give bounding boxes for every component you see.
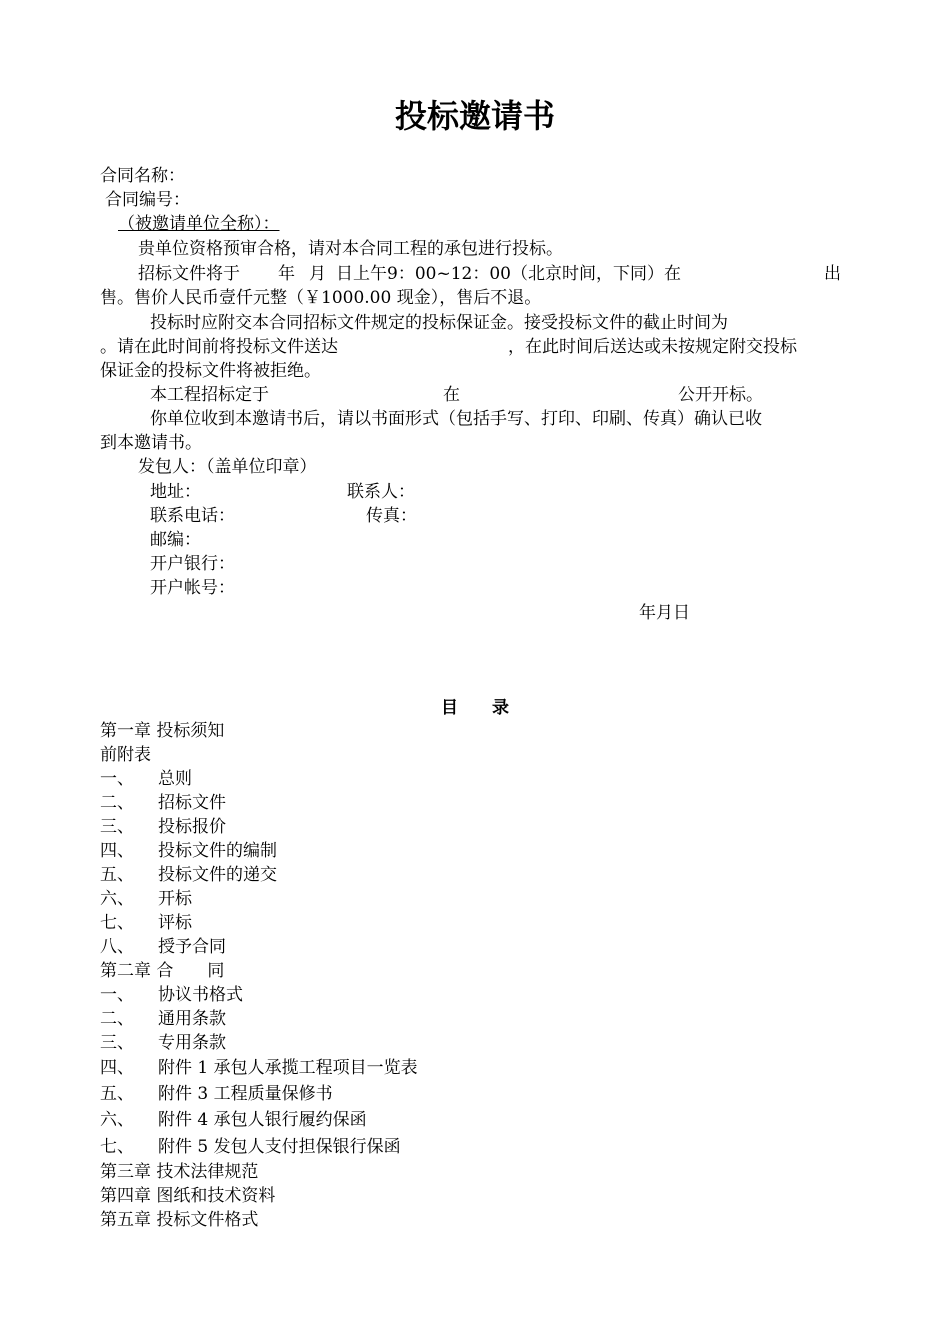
toc-item — [100, 1109, 367, 1133]
para-docs-year: 年 — [278, 264, 295, 284]
toc-item-number: 六、 — [100, 889, 134, 909]
toc-item-number: 三、 — [100, 817, 134, 837]
para-bond-line2a: 。请在此时间前将投标文件送达 — [100, 337, 338, 357]
toc-item-text: 通用条款 — [158, 1009, 226, 1029]
toc-item-number: 三、 — [100, 1033, 134, 1053]
toc-item-text: 投标文件的递交 — [158, 865, 277, 885]
toc-item-text: 招标文件 — [158, 793, 226, 813]
toc-item — [100, 816, 226, 840]
toc-item-text: 评标 — [158, 913, 192, 933]
para-confirm-line2: 到本邀请书。 — [100, 433, 202, 453]
toc-item-number: 四、 — [100, 1058, 134, 1078]
toc-item — [100, 1057, 418, 1081]
toc-item-text: 开标 — [158, 889, 192, 909]
postcode-label: 邮编： — [150, 530, 201, 550]
para-docs-month: 月 — [309, 264, 326, 284]
para-open-b: 在 — [443, 385, 460, 405]
toc-item — [100, 840, 277, 864]
address-label: 地址： — [150, 482, 201, 502]
toc-item — [100, 936, 226, 960]
toc-item-text: 附件 3 工程质量保修书 — [158, 1084, 333, 1104]
toc-item — [100, 1083, 333, 1107]
toc-item-text: 第二章 合 同 — [100, 961, 225, 981]
toc-item-text: 附件 4 承包人银行履约保函 — [158, 1110, 367, 1130]
bank-label: 开户银行： — [150, 554, 235, 574]
toc-item-text: 授予合同 — [158, 937, 226, 957]
contract-name-label: 合同名称： — [100, 166, 185, 186]
toc-item-number: 七、 — [100, 913, 134, 933]
toc-item-number: 五、 — [100, 1084, 134, 1104]
para-confirm-line1: 你单位收到本邀请书后，请以书面形式（包括手写、打印、印刷、传真）确认已收 — [150, 409, 762, 429]
contact-label: 联系人： — [347, 482, 415, 502]
toc-item — [100, 960, 224, 984]
para-docs-part2: 日上午9：00~12：00（北京时间，下同）在 — [336, 264, 681, 284]
issuer-label: 发包人：（盖单位印章） — [138, 457, 317, 477]
account-label: 开户帐号： — [150, 578, 235, 598]
toc-item-number: 一、 — [100, 769, 134, 789]
toc-item-text: 第三章 技术法律规范 — [100, 1162, 259, 1182]
phone-label: 联系电话： — [150, 506, 235, 526]
toc-item-number: 八、 — [100, 937, 134, 957]
toc-item — [100, 984, 243, 1008]
toc-item — [100, 1161, 258, 1185]
toc-item — [100, 744, 151, 768]
toc-item-text: 第一章 投标须知 — [100, 721, 225, 741]
toc-item-text: 专用条款 — [158, 1033, 226, 1053]
toc-item-text: 附件 1 承包人承揽工程项目一览表 — [158, 1058, 418, 1078]
toc-item-number: 四、 — [100, 841, 134, 861]
toc-item-number: 一、 — [100, 985, 134, 1005]
toc-item — [100, 792, 226, 816]
document-title: 投标邀请书 — [394, 97, 555, 135]
toc-item — [100, 912, 192, 936]
toc-item — [100, 864, 277, 888]
toc-item-text: 协议书格式 — [158, 985, 243, 1005]
para-open-c: 公开开标。 — [678, 385, 763, 405]
toc-item — [100, 888, 192, 912]
toc-item — [100, 1136, 401, 1160]
toc-item-number: 六、 — [100, 1110, 134, 1130]
toc-item-number: 七、 — [100, 1137, 134, 1157]
para-docs-line2: 售。售价人民币壹仟元整（￥1000.00 现金），售后不退。 — [100, 288, 542, 308]
para-bond-line1: 投标时应附交本合同招标文件规定的投标保证金。接受投标文件的截止时间为 — [150, 313, 728, 333]
toc-item — [100, 768, 192, 792]
toc-item — [100, 720, 224, 744]
toc-item-number: 二、 — [100, 793, 134, 813]
toc-item-number: 五、 — [100, 865, 134, 885]
toc-item-text: 投标文件的编制 — [158, 841, 277, 861]
toc-item-text: 投标报价 — [158, 817, 226, 837]
toc-item-text: 附件 5 发包人支付担保银行保函 — [158, 1137, 401, 1157]
contract-number-label: 合同编号： — [105, 190, 190, 210]
fax-label: 传真： — [366, 506, 417, 526]
para-open-a: 本工程招标定于 — [150, 385, 269, 405]
toc-item — [100, 1185, 275, 1209]
toc-item-text: 总则 — [158, 769, 192, 789]
para-bond-line3: 保证金的投标文件将被拒绝。 — [100, 361, 321, 381]
date-label: 年月日 — [639, 603, 690, 623]
toc-item — [100, 1032, 226, 1056]
toc-item-text: 前附表 — [100, 745, 151, 765]
invitee-label: （被邀请单位全称）： — [118, 214, 280, 234]
para-docs-sale: 出 — [824, 264, 841, 284]
toc-item-number: 二、 — [100, 1009, 134, 1029]
toc-item — [100, 1209, 258, 1233]
toc-item — [100, 1008, 226, 1032]
para-bond-line2b: ，在此时间后送达或未按规定附交投标 — [508, 337, 797, 357]
toc-item-text: 第四章 图纸和技术资料 — [100, 1186, 276, 1206]
para-docs-part1: 招标文件将于 — [138, 264, 240, 284]
toc-item-text: 第五章 投标文件格式 — [100, 1210, 259, 1230]
para-prequalification: 贵单位资格预审合格，请对本合同工程的承包进行投标。 — [138, 239, 563, 259]
toc-title: 目 录 — [441, 698, 509, 718]
